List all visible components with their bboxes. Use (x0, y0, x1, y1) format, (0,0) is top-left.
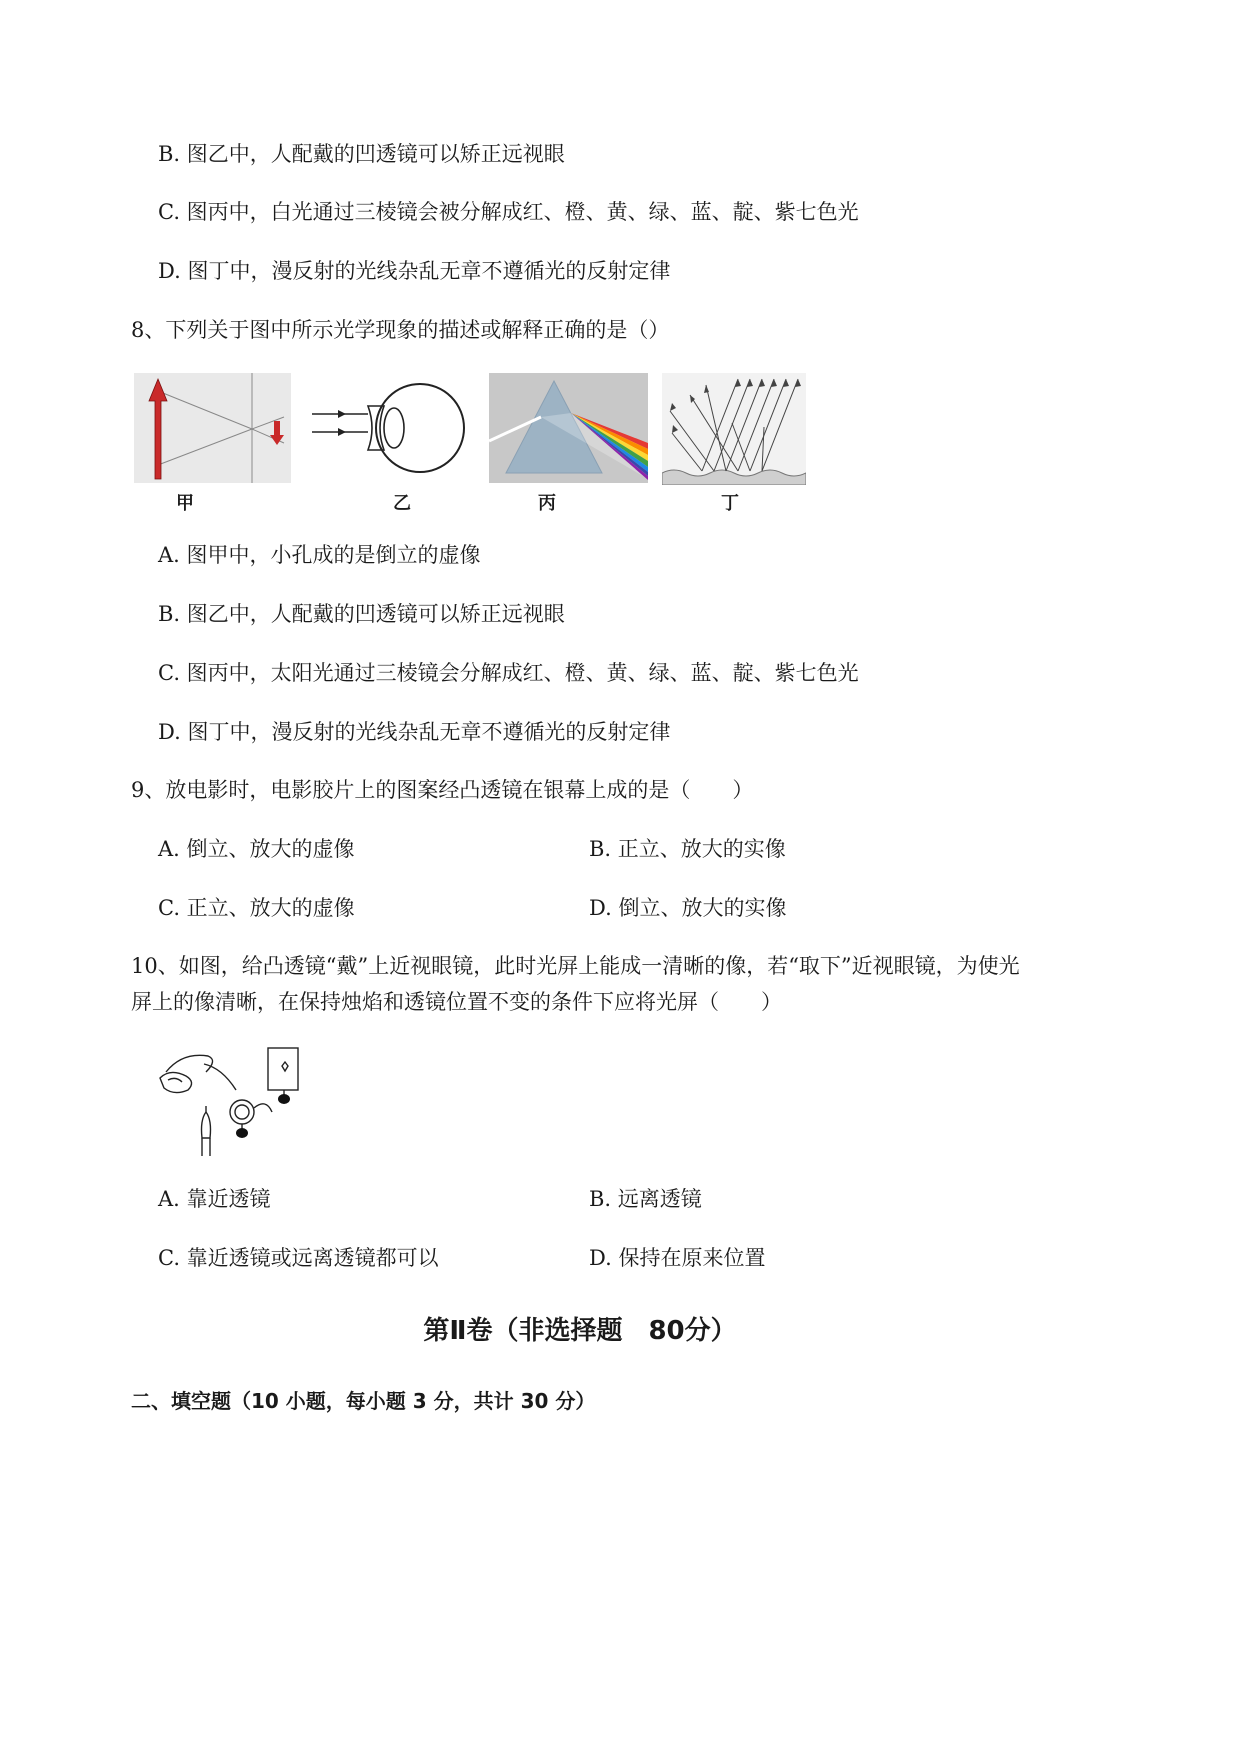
caption-bing: 丙 (538, 493, 556, 514)
section-fill-in-blanks: 二、填空题（10 小题，每小题 3 分，共计 30 分） (131, 1389, 596, 1413)
part-ii-title: 第Ⅱ卷（非选择题 80分） (423, 1316, 737, 1346)
q8-stem: 8、下列关于图中所示光学现象的描述或解释正确的是（） (131, 318, 670, 342)
q10-option-a: A. 靠近透镜 (158, 1187, 271, 1211)
figure-q10-lens-setup (156, 1042, 306, 1158)
q8-option-a: A. 图甲中，小孔成的是倒立的虚像 (158, 543, 481, 567)
q7-option-d: D. 图丁中，漫反射的光线杂乱无章不遵循光的反射定律 (158, 259, 671, 283)
caption-yi: 乙 (393, 493, 411, 514)
q7-option-c: C. 图丙中，白光通过三棱镜会被分解成红、橙、黄、绿、蓝、靛、紫七色光 (158, 200, 859, 224)
figure-jia (134, 373, 291, 483)
figure-ding (662, 373, 806, 485)
q8-option-c: C. 图丙中，太阳光通过三棱镜会分解成红、橙、黄、绿、蓝、靛、紫七色光 (158, 661, 859, 685)
q9-option-b: B. 正立、放大的实像 (589, 837, 786, 861)
figure-bing (489, 373, 648, 483)
q9-option-a: A. 倒立、放大的虚像 (158, 837, 355, 861)
q8-option-b: B. 图乙中，人配戴的凹透镜可以矫正远视眼 (158, 602, 565, 626)
caption-ding: 丁 (721, 493, 739, 514)
q10-option-c: C. 靠近透镜或远离透镜都可以 (158, 1246, 439, 1270)
caption-jia: 甲 (176, 493, 194, 514)
q9-option-d: D. 倒立、放大的实像 (589, 896, 787, 920)
q10-option-b: B. 远离透镜 (589, 1187, 702, 1211)
q10-option-d: D. 保持在原来位置 (589, 1246, 766, 1270)
q9-stem: 9、放电影时，电影胶片上的图案经凸透镜在银幕上成的是（ ） (131, 778, 754, 802)
q7-option-b: B. 图乙中，人配戴的凹透镜可以矫正远视眼 (158, 142, 565, 166)
q10-stem-line1: 10、如图，给凸透镜“戴”上近视眼镜，此时光屏上能成一清晰的像，若“取下”近视眼镜，为使光 (131, 954, 1020, 978)
figure-yi (310, 378, 465, 480)
q9-option-c: C. 正立、放大的虚像 (158, 896, 355, 920)
q8-option-d: D. 图丁中，漫反射的光线杂乱无章不遵循光的反射定律 (158, 720, 671, 744)
q10-stem-line2: 屏上的像清晰，在保持烛焰和透镜位置不变的条件下应将光屏（ ） (131, 990, 782, 1014)
